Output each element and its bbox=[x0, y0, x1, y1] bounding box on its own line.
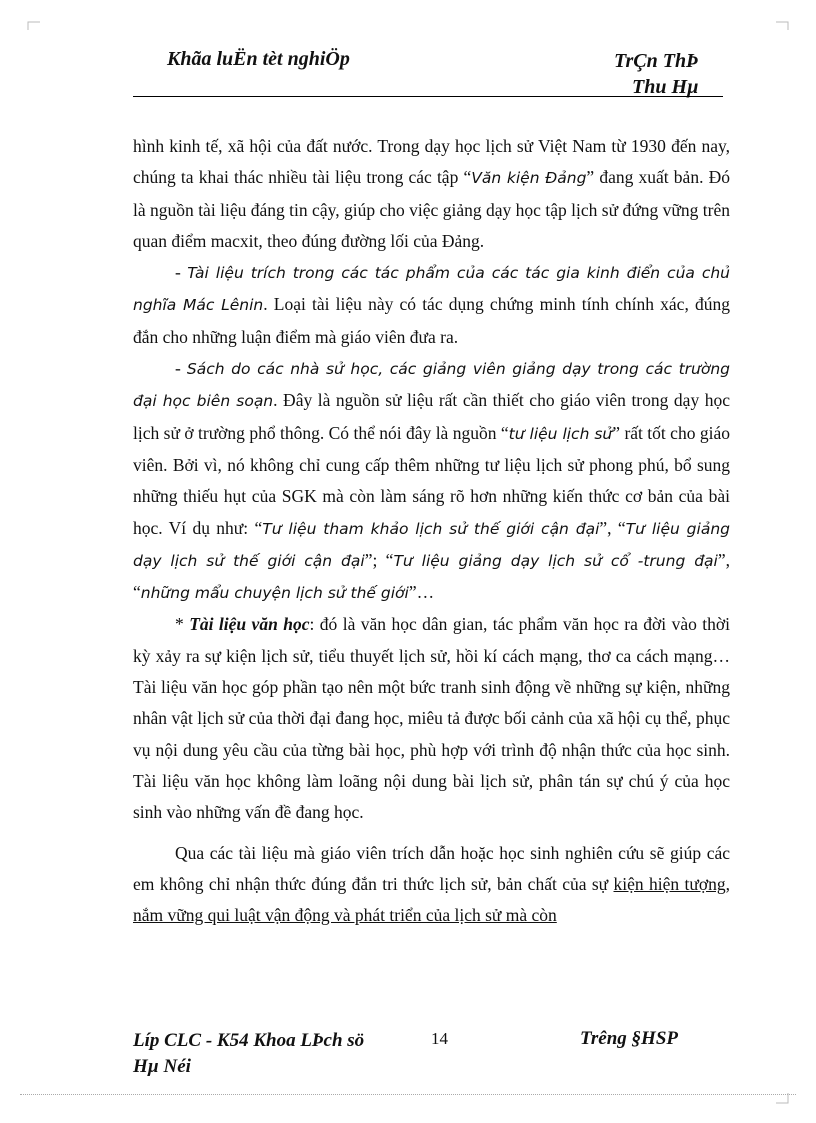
header-divider bbox=[133, 96, 723, 97]
text-run: hình kinh tế, xã hội của đất nước. Trong dạy học lịch sử Việt Nam từ 1930 đến nay, chúng ta khai thác nhiều tài liệu trong các tập “ bbox=[133, 136, 730, 188]
paragraph bbox=[133, 838, 730, 932]
italic-run: Tư liệu tham khảo lịch sử thế giới cận đại bbox=[262, 519, 600, 538]
page-edge-divider bbox=[20, 1094, 796, 1095]
text-run: ”, “ bbox=[133, 549, 730, 603]
text-run: Qua các tài liệu mà giáo viên trích dẫn hoặc học sinh nghiên cứu sẽ giúp các em không chỉ nhận thức đúng đắn tri thức lịch sử, bản chất của sự bbox=[133, 842, 730, 894]
header-author-line1: TrÇn ThÞ bbox=[614, 50, 699, 72]
bold-italic-run: Tài liệu văn học bbox=[189, 614, 310, 635]
text-run: ” đang xuất bản. Đó là nguồn tài liệu đáng tin cậy, giúp cho việc giảng dạy học tập lịch sử đứng vững trên quan điểm macxit, theo đúng đường lối của Đảng. bbox=[133, 167, 730, 251]
italic-run: tư liệu lịch sử bbox=[508, 424, 613, 443]
footer-class-line2: Hµ Néi bbox=[133, 1056, 191, 1077]
underlined-run: kiện hiện tượng, nắm vững qui luật vận động và phát triển của lịch sử mà còn bbox=[133, 873, 730, 926]
header-author-line2: Thu Hµ bbox=[632, 76, 699, 98]
italic-run: Văn kiện Đảng bbox=[471, 169, 587, 188]
text-run: ”… bbox=[408, 582, 435, 603]
header-author bbox=[614, 48, 699, 100]
text-run: * bbox=[175, 614, 190, 635]
footer-school: Trêng §HSP bbox=[580, 1028, 678, 1049]
italic-run: Tư liệu giảng dạy lịch sử thế giới cận đại bbox=[133, 519, 730, 570]
italic-run: Tài liệu trích trong các tác phẩm của các tác gia kinh điển của chủ nghĩa Mác Lênin bbox=[133, 264, 731, 315]
text-run: : đó là văn học dân gian, tác phẩm văn học ra đời vào thời kỳ xảy ra sự kiện lịch sử, tiểu thuyết lịch sử, hồi kí cách mạng, thơ ca cách mạng…Tài liệu văn học góp phần tạo nên một bức tranh sinh động về những sự kiện, những nhân vật lịch sử của thời đại đang học, miêu tả được bối cảnh của xã hội cụ thể, phục vụ nội dung yêu cầu của từng bài học, phù hợp với trình độ nhận thức của học sinh. Tài liệu văn học không làm loãng nội dung bài lịch sử, phân tán sự chú ý của học sinh vào những vấn đề đang học. bbox=[133, 614, 731, 823]
italic-run: Sách do các nhà sử học, các giảng viên giảng dạy trong các trường đại học biên soạn bbox=[133, 360, 730, 411]
italic-run: những mẩu chuyện lịch sử thế giới bbox=[140, 584, 409, 603]
text-run: - bbox=[175, 358, 187, 379]
paragraph bbox=[133, 353, 730, 609]
footer-class-info bbox=[133, 1028, 423, 1080]
paragraph bbox=[133, 131, 730, 257]
crop-mark-top-right bbox=[776, 0, 816, 30]
text-run: ”; “ bbox=[364, 549, 394, 570]
crop-mark-top-left bbox=[0, 0, 40, 30]
crop-mark-bottom-right bbox=[776, 1093, 816, 1123]
footer-class-line1: Líp CLC - K54 Khoa LÞch sö bbox=[133, 1030, 365, 1051]
paragraph bbox=[133, 609, 730, 828]
text-run: . Đây là nguồn sử liệu rất cần thiết cho giáo viên trong dạy học lịch sử ở trường phổ thông. Có thể nói đây là nguồn “ bbox=[133, 390, 730, 443]
text-run: ”, “ bbox=[599, 517, 626, 538]
text-run: - bbox=[175, 262, 188, 283]
header-thesis-title: Khãa luËn tèt nghiÖp bbox=[167, 48, 350, 70]
document-body bbox=[133, 131, 730, 931]
text-run: ” rất tốt cho giáo viên. Bởi vì, nó không chỉ cung cấp thêm những tư liệu lịch sử phong phú, bổ sung những thiếu hụt của SGK mà còn làm sáng rõ hơn những kiến thức cơ bản của bài học. Ví dụ như: “ bbox=[133, 422, 730, 538]
text-run: . Loại tài liệu này có tác dụng chứng minh tính chính xác, đúng đắn cho những luận điểm mà giáo viên đưa ra. bbox=[133, 294, 730, 347]
paragraph bbox=[133, 257, 730, 353]
page-number: 14 bbox=[431, 1029, 448, 1048]
italic-run: Tư liệu giảng dạy lịch sử cổ -trung đại bbox=[393, 551, 718, 570]
